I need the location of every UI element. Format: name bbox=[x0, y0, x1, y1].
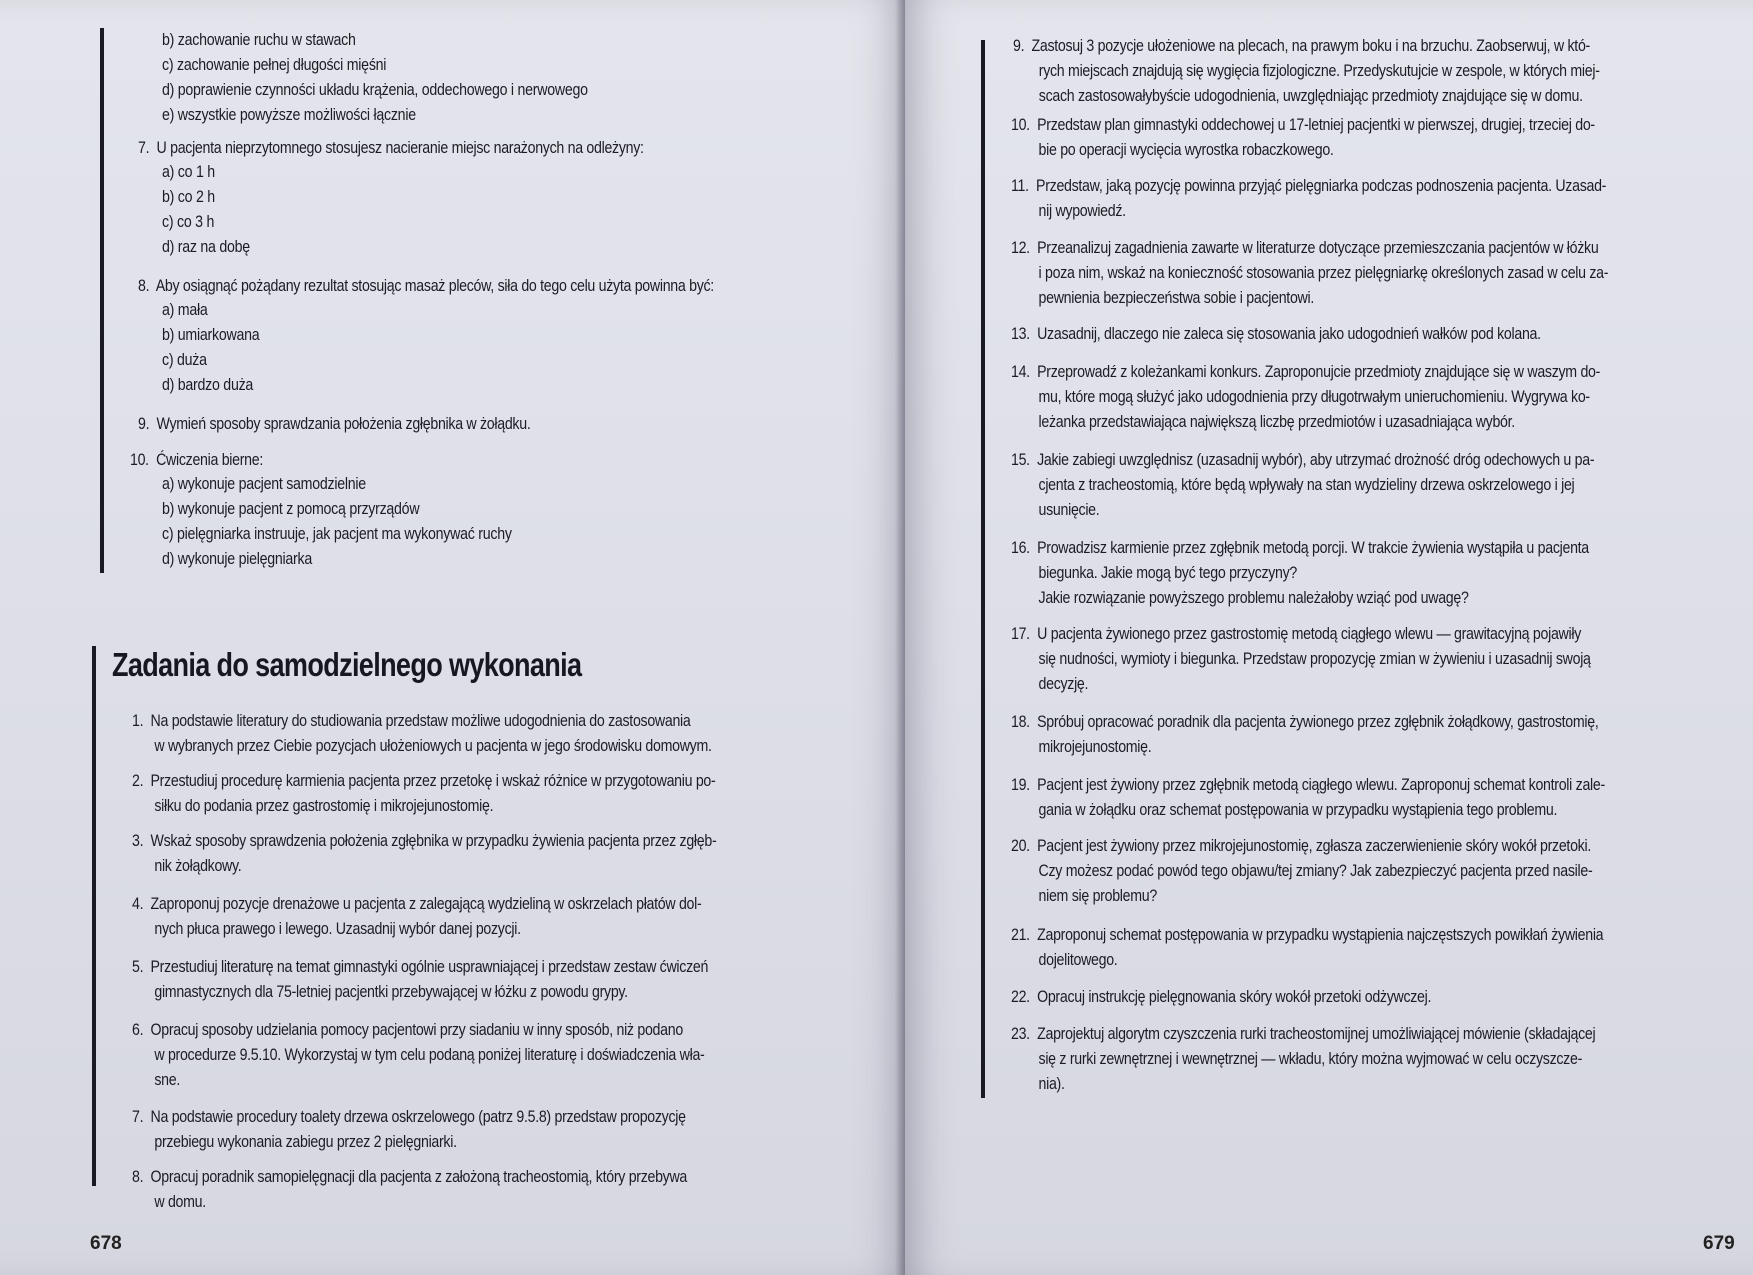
left-margin-bar-top bbox=[100, 28, 104, 573]
question-9 bbox=[138, 412, 594, 437]
task-2 bbox=[132, 769, 810, 819]
task-line: Przedstaw, jaką pozycję powinna przyjąć pielęgniarka podczas podnoszenia pacjenta. Uzasad- bbox=[1036, 177, 1607, 195]
task-line: leżanka przedstawiająca największą liczbę przedmiotów i uzasadniająca wybór. bbox=[1038, 413, 1515, 431]
task-10 bbox=[1011, 113, 1690, 163]
task-number: 9. bbox=[1013, 37, 1025, 55]
task-18 bbox=[1011, 710, 1694, 760]
option: c) zachowanie pełnej długości mięśni bbox=[162, 56, 387, 74]
task-11 bbox=[1011, 174, 1703, 224]
question-text: U pacjenta nieprzytomnego stosujesz nacieranie miejsc narażonych na odleżyny: bbox=[156, 139, 644, 157]
task-number: 13. bbox=[1011, 325, 1030, 343]
task-line: Przeprowadź z koleżankami konkurs. Zaproponujcie przedmioty znajdujące się w waszym do- bbox=[1037, 363, 1601, 381]
option: c) co 3 h bbox=[162, 213, 215, 231]
task-7 bbox=[132, 1105, 776, 1155]
task-line: Na podstawie procedury toalety drzewa oskrzelowego (patrz 9.5.8) przedstaw propozycję bbox=[150, 1108, 686, 1126]
option: b) zachowanie ruchu w stawach bbox=[162, 31, 356, 49]
task-line: przebiegu wykonania zabiegu przez 2 pielęgniarki. bbox=[154, 1133, 457, 1151]
task-number: 22. bbox=[1011, 988, 1030, 1006]
task-line: Zaproponuj schemat postępowania w przypadku wystąpienia najczęstszych powikłań żywienia bbox=[1037, 926, 1604, 944]
task-line: sne. bbox=[154, 1071, 180, 1089]
task-line: usunięcie. bbox=[1038, 501, 1100, 519]
task-6 bbox=[132, 1018, 798, 1093]
task-number: 17. bbox=[1011, 625, 1030, 643]
option: b) co 2 h bbox=[162, 188, 215, 206]
page-number: 679 bbox=[1703, 1233, 1735, 1254]
task-line: Przestudiuj procedurę karmienia pacjenta przez przetokę i wskaż różnice w przygotowaniu po- bbox=[150, 772, 716, 790]
right-page bbox=[905, 0, 1753, 1275]
task-line: bie po operacji wycięcia wyrostka robaczkowego. bbox=[1038, 141, 1334, 159]
task-number: 21. bbox=[1011, 926, 1030, 944]
task-line: nych płuca prawego i lewego. Uzasadnij wybór danej pozycji. bbox=[154, 920, 521, 938]
task-line: Czy możesz podać powód tego objawu/tej zmiany? Jak zabezpieczyć pacjenta przed nasile- bbox=[1038, 862, 1593, 880]
task-line: Zaproponuj pozycje drenażowe u pacjenta z zalegającą wydzieliną w oskrzelach płatów dol- bbox=[150, 895, 702, 913]
task-line: Opracuj instrukcję pielęgnowania skóry wokół przetoki odżywczej. bbox=[1037, 988, 1432, 1006]
task-number: 10. bbox=[1011, 116, 1030, 134]
question-10 bbox=[130, 448, 285, 473]
task-number: 16. bbox=[1011, 539, 1030, 557]
task-line: Uzasadnij, dlaczego nie zaleca się stosowania jako udogodnień wałków pod kolana. bbox=[1037, 325, 1541, 343]
task-15 bbox=[1011, 448, 1689, 523]
task-line: w procedurze 9.5.10. Wykorzystaj w tym celu podaną poniżej literaturę i doświadczenia wła- bbox=[154, 1046, 705, 1064]
task-number: 23. bbox=[1011, 1025, 1030, 1043]
task-19 bbox=[1011, 773, 1702, 823]
question-8-options bbox=[162, 298, 275, 398]
task-number: 20. bbox=[1011, 837, 1030, 855]
task-line: i poza nim, wskaż na konieczność stosowania przez pielęgniarkę określonych zasad w celu za- bbox=[1038, 264, 1609, 282]
task-23 bbox=[1011, 1022, 1691, 1097]
task-line: niem się problemu? bbox=[1038, 887, 1157, 905]
task-number: 8. bbox=[132, 1168, 144, 1186]
task-5 bbox=[132, 955, 802, 1005]
task-line: Przeanalizuj zagadnienia zawarte w literaturze dotyczące przemieszczania pacjentów w łóżku bbox=[1037, 239, 1599, 257]
task-line: Przedstaw plan gimnastyki oddechowej u 17-letniej pacjentki w pierwszej, drugiej, trzeciej do- bbox=[1037, 116, 1595, 134]
task-number: 5. bbox=[132, 958, 144, 976]
option: d) wykonuje pielęgniarka bbox=[162, 550, 312, 568]
task-line: Jakie rozwiązanie powyższego problemu należałoby wziąć pod uwagę? bbox=[1038, 589, 1469, 607]
task-line: siłku do podania przez gastrostomię i mikrojejunostomię. bbox=[154, 797, 494, 815]
task-number: 12. bbox=[1011, 239, 1030, 257]
continued-options bbox=[162, 28, 657, 128]
question-text: Ćwiczenia bierne: bbox=[156, 451, 263, 469]
question-number: 7. bbox=[138, 139, 150, 157]
task-line: się z rurki zewnętrznej i wewnętrznej — wkładu, który można wyjmować w celu oczyszcze- bbox=[1038, 1050, 1582, 1068]
task-line: Prowadzisz karmienie przez zgłębnik metodą porcji. W trakcie żywienia wystąpiła u pacjenta bbox=[1037, 539, 1589, 557]
task-17 bbox=[1011, 622, 1685, 697]
task-12 bbox=[1011, 236, 1705, 311]
task-line: się nudności, wymioty i biegunka. Przedstaw propozycję zmian w żywieniu i uzasadnij swoją bbox=[1038, 650, 1591, 668]
option: b) umiarkowana bbox=[162, 326, 260, 344]
task-13 bbox=[1011, 322, 1627, 347]
task-number: 18. bbox=[1011, 713, 1030, 731]
task-line: nik żołądkowy. bbox=[154, 857, 242, 875]
task-8 bbox=[132, 1165, 777, 1215]
task-line: w wybranych przez Ciebie pozycjach ułożeniowych u pacjenta w jego środowisku domowym. bbox=[154, 737, 712, 755]
task-line: rych miejscach znajdują się wygięcia fizjologiczne. Przedyskutujcie w zespole, w których miej- bbox=[1038, 62, 1600, 80]
task-line: Jakie zabiegi uwzględnisz (uzasadnij wybór), aby utrzymać drożność dróg odechowych u pa- bbox=[1037, 451, 1595, 469]
task-line: dojelitowego. bbox=[1038, 951, 1118, 969]
task-line: Zaprojektuj algorytm czyszczenia rurki tracheostomijnej umożliwiającej mówienie (składającej bbox=[1037, 1025, 1596, 1043]
task-3 bbox=[132, 829, 812, 879]
task-16 bbox=[1011, 536, 1683, 611]
option: b) wykonuje pacjent z pomocą przyrządów bbox=[162, 500, 420, 518]
option: d) bardzo duża bbox=[162, 376, 254, 394]
task-4 bbox=[132, 892, 794, 942]
task-line: nia). bbox=[1038, 1075, 1065, 1093]
task-line: gimnastycznych dla 75-letniej pacjentki przebywającej w łóżku z powodu grypy. bbox=[154, 983, 628, 1001]
task-20 bbox=[1011, 834, 1687, 909]
question-text: Aby osiągnąć pożądany rezultat stosując masaż pleców, siła do tego celu użyta powinna być: bbox=[155, 277, 714, 295]
task-number: 6. bbox=[132, 1021, 144, 1039]
question-7 bbox=[138, 136, 726, 161]
task-line: Spróbuj opracować poradnik dla pacjenta żywionego przez zgłębnik żołądkowy, gastrostomię, bbox=[1037, 713, 1599, 731]
section-heading: Zadania do samodzielnego wykonania bbox=[112, 646, 582, 683]
task-line: Opracuj sposoby udzielania pomocy pacjentowi przy siadaniu w inny sposób, niż podano bbox=[150, 1021, 683, 1039]
question-text: Wymień sposoby sprawdzania położenia zgłębnika w żołądku. bbox=[156, 415, 531, 433]
task-line: Przestudiuj literaturę na temat gimnastyki ogólnie usprawniającej i przedstaw zestaw ćwiczeń bbox=[150, 958, 709, 976]
option: c) duża bbox=[162, 351, 207, 369]
option: d) raz na dobę bbox=[162, 238, 250, 256]
task-line: U pacjenta żywionego przez gastrostomię metodą ciągłego wlewu — grawitacyjną pojawiły bbox=[1037, 625, 1581, 643]
task-number: 19. bbox=[1011, 776, 1030, 794]
option: a) co 1 h bbox=[162, 163, 215, 181]
task-1 bbox=[132, 709, 806, 759]
option: a) wykonuje pacjent samodzielnie bbox=[162, 475, 366, 493]
task-9 bbox=[1013, 34, 1695, 109]
task-14 bbox=[1011, 360, 1696, 435]
page-number: 678 bbox=[90, 1233, 122, 1254]
task-line: biegunka. Jakie mogą być tego przyczyny? bbox=[1038, 564, 1298, 582]
question-7-options bbox=[162, 160, 264, 260]
task-line: Pacjent jest żywiony przez mikrojejunostomię, zgłasza zaczerwienienie skóry wokół przetoki. bbox=[1037, 837, 1591, 855]
task-line: mu, które mogą służyć jako udogodnienia przy długotrwałym unieruchomieniu. Wygrywa ko- bbox=[1038, 388, 1590, 406]
task-line: gania w żołądku oraz schemat postępowania w przypadku wystąpienia tego problemu. bbox=[1038, 801, 1558, 819]
task-number: 4. bbox=[132, 895, 144, 913]
task-number: 2. bbox=[132, 772, 144, 790]
task-line: mikrojejunostomię. bbox=[1038, 738, 1152, 756]
option: a) mała bbox=[162, 301, 208, 319]
question-8 bbox=[138, 274, 808, 299]
task-number: 1. bbox=[132, 712, 144, 730]
task-number: 3. bbox=[132, 832, 144, 850]
task-line: Pacjent jest żywiony przez zgłębnik metodą ciągłego wlewu. Zaproponuj schemat kontroli zale- bbox=[1037, 776, 1605, 794]
task-number: 15. bbox=[1011, 451, 1030, 469]
left-margin-bar-bottom bbox=[92, 646, 96, 1186]
option: c) pielęgniarka instruuje, jak pacjent ma wykonywać ruchy bbox=[162, 525, 512, 543]
task-number: 7. bbox=[132, 1108, 144, 1126]
question-number: 10. bbox=[130, 451, 149, 469]
task-line: w domu. bbox=[154, 1193, 206, 1211]
task-line: nij wypowiedź. bbox=[1038, 202, 1126, 220]
option: e) wszystkie powyższe możliwości łącznie bbox=[162, 106, 416, 124]
task-line: scach zastosowałybyście udogodnienia, uwzględniając przedmioty znajdujące się w domu. bbox=[1038, 87, 1583, 105]
task-line: Wskaż sposoby sprawdzenia położenia zgłębnika w przypadku żywienia pacjenta przez zgłęb- bbox=[150, 832, 717, 850]
task-number: 14. bbox=[1011, 363, 1030, 381]
option: d) poprawienie czynności układu krążenia, oddechowego i nerwowego bbox=[162, 81, 588, 99]
task-21 bbox=[1011, 923, 1700, 973]
task-line: pewnienia bezpieczeństwa sobie i pacjentowi. bbox=[1038, 289, 1314, 307]
task-22 bbox=[1011, 985, 1500, 1010]
task-line: cjenta z tracheostomią, które będą wpływały na stan wydzieliny drzewa oskrzelowego i jej bbox=[1038, 476, 1575, 494]
question-10-options bbox=[162, 472, 569, 572]
task-line: Zastosuj 3 pozycje ułożeniowe na plecach, na prawym boku i na brzuchu. Zaobserwuj, w któ- bbox=[1031, 37, 1590, 55]
task-number: 11. bbox=[1011, 177, 1029, 195]
task-line: decyzję. bbox=[1038, 675, 1089, 693]
question-number: 8. bbox=[138, 277, 150, 295]
task-line: Opracuj poradnik samopielęgnacji dla pacjenta z założoną tracheostomią, który przebywa bbox=[150, 1168, 688, 1186]
right-margin-bar bbox=[981, 40, 985, 1098]
task-line: Na podstawie literatury do studiowania przedstaw możliwe udogodnienia do zastosowania bbox=[150, 712, 691, 730]
question-number: 9. bbox=[138, 415, 150, 433]
